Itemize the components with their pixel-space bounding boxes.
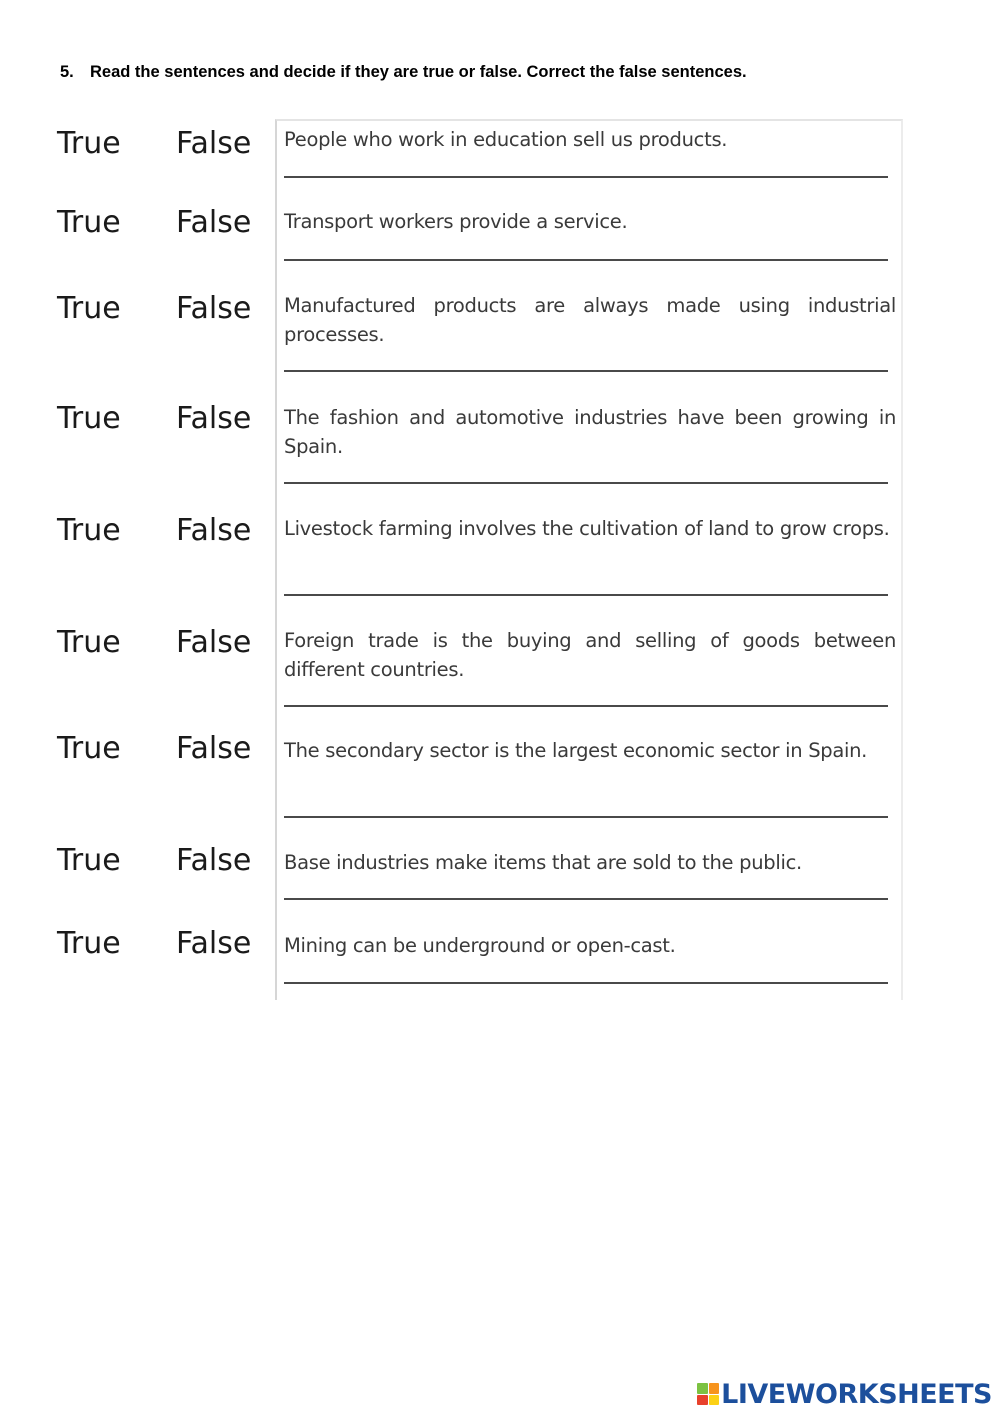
sentence: Transport workers provide a service. — [284, 210, 628, 233]
answer-line[interactable] — [284, 370, 888, 372]
answer-line[interactable] — [284, 176, 888, 178]
answer-line[interactable] — [284, 482, 888, 484]
false-option[interactable]: False — [176, 843, 252, 878]
sentence: People who work in education sell us products. — [284, 128, 728, 151]
true-option[interactable]: True — [57, 401, 121, 436]
true-option[interactable]: True — [57, 291, 121, 326]
instruction-text: Read the sentences and decide if they are true or false. Correct the false sentences. — [90, 63, 747, 81]
sentence: The secondary sector is the largest economic sector in Spain. — [284, 739, 868, 762]
false-option[interactable]: False — [176, 731, 252, 766]
false-option[interactable]: False — [176, 513, 252, 548]
false-option[interactable]: False — [176, 291, 252, 326]
true-option[interactable]: True — [57, 625, 121, 660]
logo-square-yellow — [709, 1395, 720, 1406]
true-option[interactable]: True — [57, 513, 121, 548]
true-option[interactable]: True — [57, 926, 121, 961]
liveworksheets-logo-text: LIVEWORKSHEETS — [721, 1378, 992, 1410]
true-option[interactable]: True — [57, 731, 121, 766]
false-option[interactable]: False — [176, 926, 252, 961]
liveworksheets-logo-icon — [697, 1383, 719, 1405]
answer-line[interactable] — [284, 705, 888, 707]
false-option[interactable]: False — [176, 625, 252, 660]
sentence: The fashion and automotive industries have been growing in Spain. — [284, 406, 896, 458]
answer-line[interactable] — [284, 982, 888, 984]
sentence: Base industries make items that are sold to the public. — [284, 851, 802, 874]
answer-line[interactable] — [284, 816, 888, 818]
liveworksheets-logo[interactable] — [697, 1379, 992, 1409]
logo-square-orange — [709, 1383, 720, 1394]
logo-square-red — [697, 1395, 708, 1406]
false-option[interactable]: False — [176, 205, 252, 240]
false-option[interactable]: False — [176, 126, 252, 161]
answer-line[interactable] — [284, 594, 888, 596]
logo-square-green — [697, 1383, 708, 1394]
false-option[interactable]: False — [176, 401, 252, 436]
true-option[interactable]: True — [57, 205, 121, 240]
sentence: Mining can be underground or open-cast. — [284, 934, 676, 957]
sentence: Manufactured products are always made using industrial processes. — [284, 294, 896, 346]
instruction-number: 5. — [60, 63, 74, 81]
true-option[interactable]: True — [57, 843, 121, 878]
true-option[interactable]: True — [57, 126, 121, 161]
instruction — [60, 63, 747, 82]
sentence: Livestock farming involves the cultivation of land to grow crops. — [284, 517, 890, 540]
answer-line[interactable] — [284, 259, 888, 261]
answer-line[interactable] — [284, 898, 888, 900]
sentence: Foreign trade is the buying and selling of goods between different countries. — [284, 629, 896, 681]
